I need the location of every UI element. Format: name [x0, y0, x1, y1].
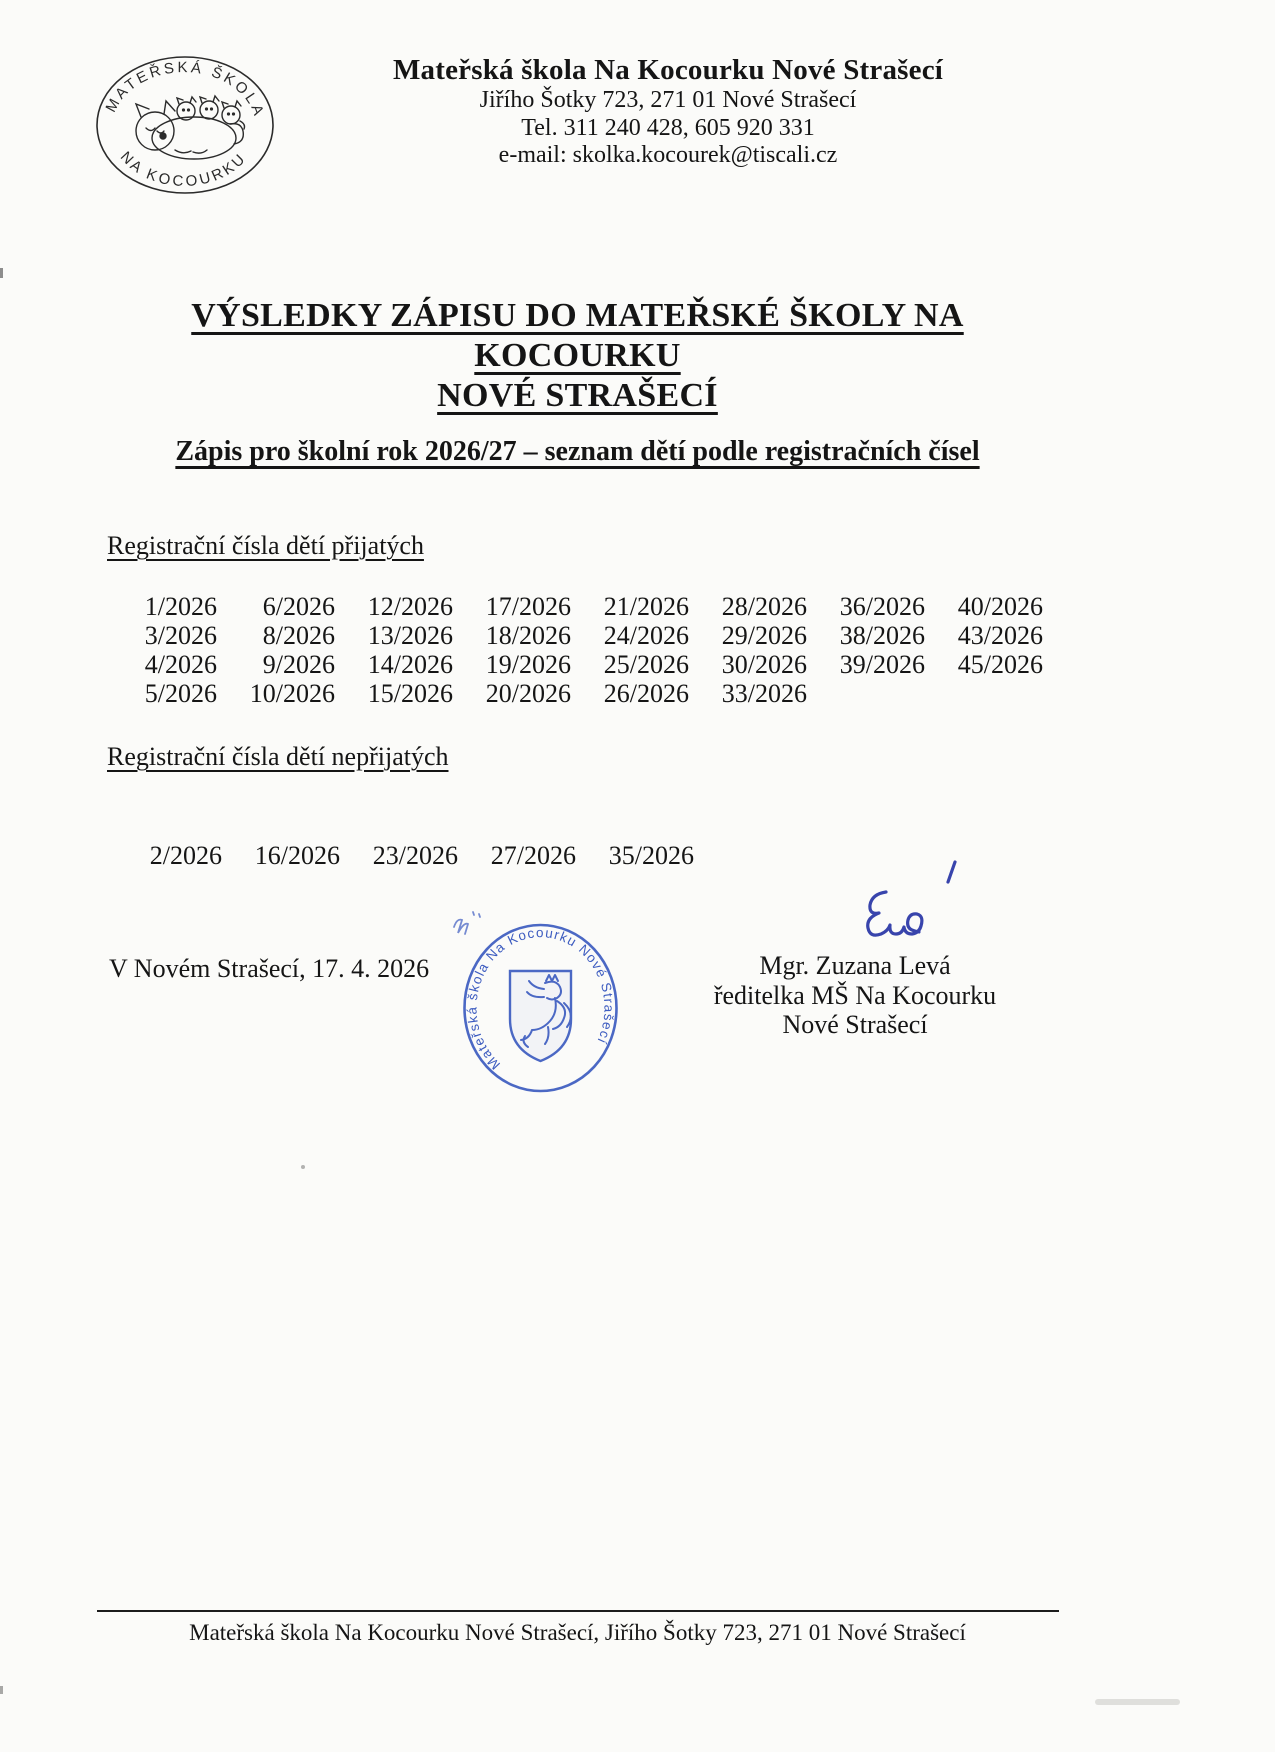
- registration-number: 24/2026: [603, 621, 689, 650]
- registration-number: 17/2026: [485, 592, 571, 621]
- registration-number: 15/2026: [367, 679, 453, 708]
- registration-number: 40/2026: [957, 592, 1043, 621]
- registration-number: 16/2026: [254, 841, 340, 870]
- registration-number: 10/2026: [249, 679, 335, 708]
- school-logo: [93, 54, 277, 198]
- title-line-1: VÝSLEDKY ZÁPISU DO MATEŘSKÉ ŠKOLY NA KOCOURKU: [191, 297, 964, 374]
- school-phone: Tel. 311 240 428, 605 920 331: [521, 114, 815, 141]
- footer-text: Mateřská škola Na Kocourku Nové Strašecí, Jiřího Šotky 723, 271 01 Nové Strašecí: [189, 1620, 966, 1645]
- registration-number: 2/2026: [149, 841, 222, 870]
- svg-text:MATEŘSKÁ ŠKOLA: [102, 59, 267, 120]
- registration-number: 25/2026: [603, 650, 689, 679]
- signature-city: Nové Strašecí: [782, 1010, 928, 1039]
- header-block: [348, 54, 988, 170]
- registration-number: 21/2026: [603, 592, 689, 621]
- registration-number: 4/2026: [144, 650, 217, 679]
- registration-number: 13/2026: [367, 621, 453, 650]
- registration-number: 1/2026: [144, 592, 217, 621]
- accepted-heading: Registrační čísla dětí přijatých: [107, 531, 424, 560]
- scan-smudge: [1095, 1699, 1180, 1705]
- registration-number: 35/2026: [608, 841, 694, 870]
- scan-dot-artifact: [301, 1165, 305, 1169]
- logo-ellipse: [97, 57, 273, 193]
- registration-number: 28/2026: [721, 592, 807, 621]
- registration-number: 27/2026: [490, 841, 576, 870]
- signature-squiggle: [852, 848, 972, 940]
- registration-number: 26/2026: [603, 679, 689, 708]
- signature-name: Mgr. Zuzana Levá: [759, 951, 951, 980]
- document-subtitle: Zápis pro školní rok 2026/27 – seznam dětí podle registračních čísel: [175, 436, 980, 467]
- registration-number: 36/2026: [839, 592, 925, 621]
- logo-arc-bottom-text: NA KOCOURKU: [116, 148, 251, 191]
- registration-number: 43/2026: [957, 621, 1043, 650]
- registration-number: 8/2026: [262, 621, 335, 650]
- registration-number: 45/2026: [957, 650, 1043, 679]
- registration-number: 14/2026: [367, 650, 453, 679]
- registration-number: 23/2026: [372, 841, 458, 870]
- rejected-heading: Registrační čísla dětí nepřijatých: [107, 742, 449, 771]
- title-line-2: NOVÉ STRAŠECÍ: [437, 377, 718, 414]
- registration-number: 6/2026: [262, 592, 335, 621]
- registration-number: 5/2026: [144, 679, 217, 708]
- registration-number: 29/2026: [721, 621, 807, 650]
- school-address: Jiřího Šotky 723, 271 01 Nové Strašecí: [479, 87, 857, 113]
- footer-divider: [97, 1610, 1059, 1612]
- stamp: [458, 919, 623, 1097]
- school-email: e-mail: skolka.kocourek@tiscali.cz: [498, 142, 838, 168]
- registration-number: 39/2026: [839, 650, 925, 679]
- registration-number: 18/2026: [485, 621, 571, 650]
- scan-edge-mark: [0, 1686, 3, 1694]
- registration-number: 3/2026: [144, 621, 217, 650]
- accepted-numbers-grid: [99, 592, 1043, 708]
- scan-edge-mark: [0, 268, 3, 278]
- signature-role: ředitelka MŠ Na Kocourku: [713, 980, 997, 1010]
- registration-number: 9/2026: [262, 650, 335, 679]
- logo-arc-top-text: MATEŘSKÁ ŠKOLA: [102, 59, 268, 121]
- registration-number: 30/2026: [721, 650, 807, 679]
- signature-accent: [948, 862, 955, 882]
- logo-cat-drawing: [136, 96, 245, 159]
- registration-number: 12/2026: [367, 592, 453, 621]
- stamp-shield: [510, 971, 571, 1061]
- place-date: V Novém Strašecí, 17. 4. 2026: [109, 954, 430, 983]
- registration-number: 20/2026: [485, 679, 571, 708]
- registration-number: 33/2026: [721, 679, 807, 708]
- registration-number: 19/2026: [485, 650, 571, 679]
- registration-number: 38/2026: [839, 621, 925, 650]
- stamp-ring-text: Mateřská škola Na Kocourku Nové Strašecí: [464, 925, 617, 1073]
- document-title: [95, 296, 1060, 416]
- signature-block: [705, 951, 1005, 1040]
- school-name: Mateřská škola Na Kocourku Nové Strašecí: [392, 54, 944, 86]
